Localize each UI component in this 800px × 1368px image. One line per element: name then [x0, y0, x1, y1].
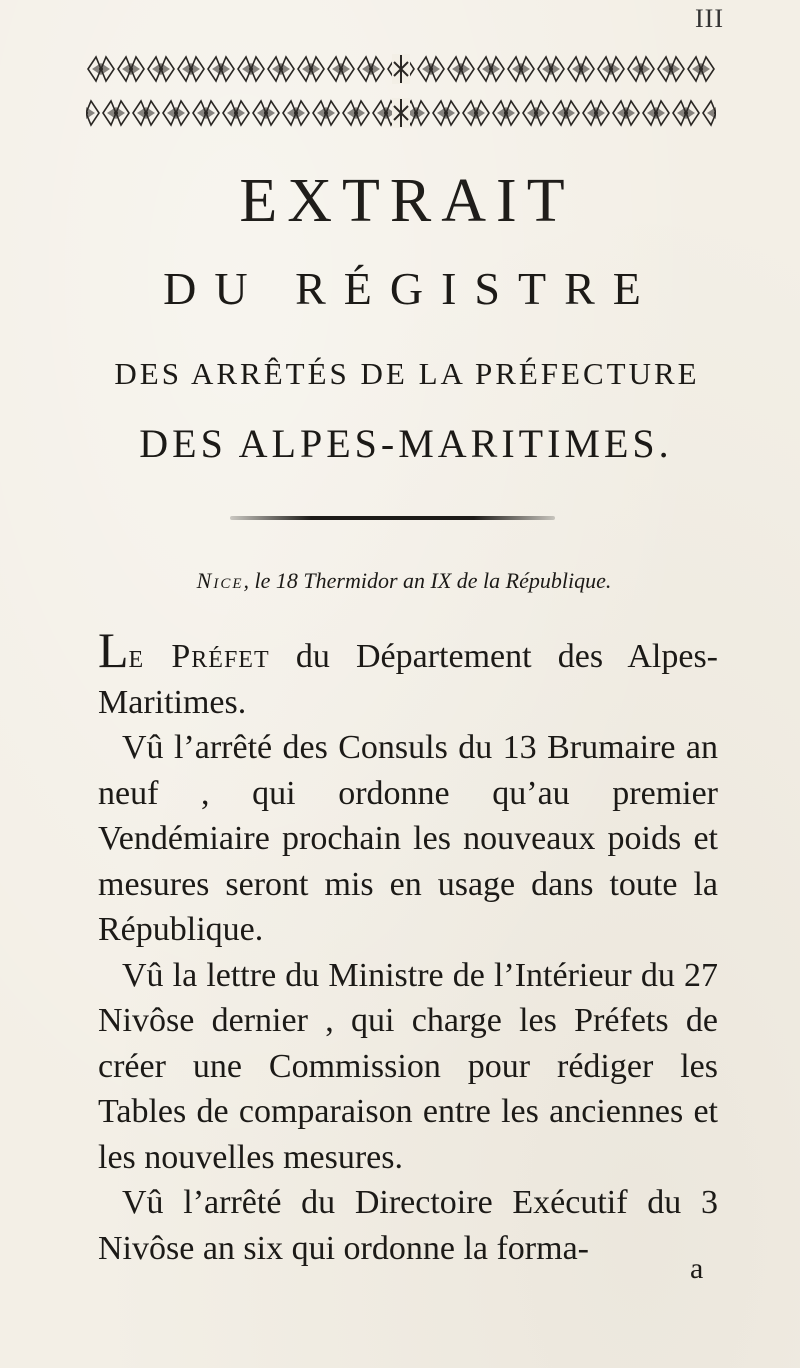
paragraph-1: Vû l’arrêté des Consuls du 13 Brumaire an neuf , qui ordonne qu’au premier Vendémiaire prochain les nouveaux poids et mesures seront mis en usage dans toute la République.	[98, 729, 718, 948]
opening-paragraph	[98, 622, 719, 725]
catchword: a	[690, 1252, 704, 1285]
body-text	[98, 622, 719, 1271]
divider-rule	[230, 516, 555, 520]
paragraph-2: Vû la lettre du Ministre de l’Intérieur du 27 Nivôse dernier , qui charge les Préfets de créer une Commission pour rédiger les Tables de comparaison entre les anciennes et les nouvelles mesures.	[98, 956, 718, 1176]
dateline	[0, 568, 800, 594]
ornamental-border-icon	[86, 96, 716, 130]
title-registre: DU RÉGISTRE	[163, 263, 659, 314]
paragraph-3: Vû l’arrêté du Directoire Exécutif du 3 Nivôse an six qui ordonne la forma-	[98, 1184, 718, 1267]
title-departement: DES ALPES-MARITIMES.	[139, 421, 673, 466]
title-extrait: EXTRAIT	[239, 167, 575, 235]
title-arretes: DES ARRÊTÉS DE LA PRÉFECTURE	[114, 356, 700, 391]
opening-caps: e Préfet	[128, 638, 270, 675]
ornamental-border-icon	[86, 52, 716, 86]
dateline-place: Nice	[196, 568, 244, 593]
dateline-text: , le 18 Thermidor an IX de la République.	[243, 568, 612, 593]
opening-rest: du Département des Alpes-Maritimes.	[98, 638, 719, 721]
page-number: III	[695, 4, 724, 33]
drop-cap: L	[98, 622, 129, 678]
